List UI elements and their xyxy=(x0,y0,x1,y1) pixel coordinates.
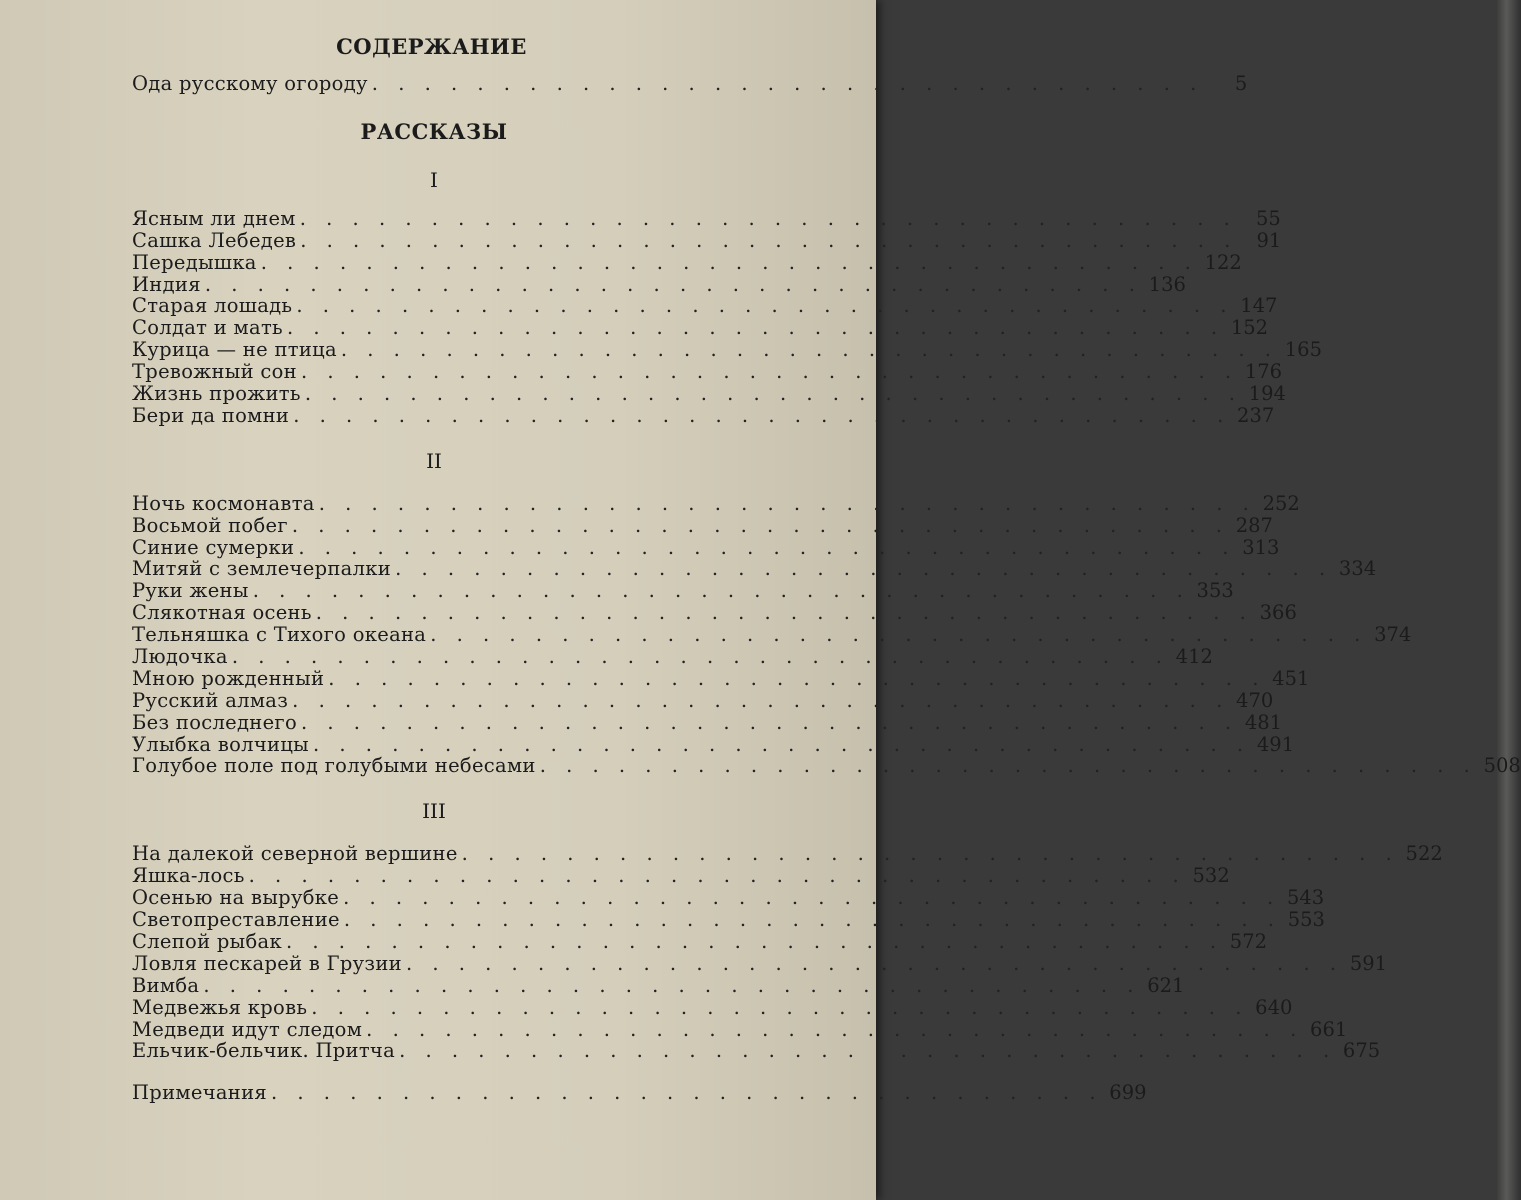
toc-entry xyxy=(132,951,1388,975)
entry-title: Людочка xyxy=(132,645,228,669)
contents-heading: СОДЕРЖАНИЕ xyxy=(336,34,527,59)
entry-title: Медведи идут следом xyxy=(132,1017,363,1041)
toc-entry xyxy=(132,403,1275,427)
entry-title: Курица — не птица xyxy=(132,338,337,362)
entry-title: Тревожный сон xyxy=(132,360,297,384)
entry-page: 572 xyxy=(1229,929,1268,953)
toc-entry xyxy=(132,601,1297,625)
toc-entry xyxy=(132,973,1185,997)
entry-title: Медвежья кровь xyxy=(132,995,308,1019)
toc-entry xyxy=(132,491,1300,515)
entry-page: 675 xyxy=(1342,1039,1381,1063)
toc-entry xyxy=(132,1017,1348,1041)
entry-title: Яшка-лось xyxy=(132,864,245,888)
toc-entry xyxy=(132,842,1443,866)
entry-page: 91 xyxy=(1256,228,1282,252)
dot-leader: . . . . . . . . . . . . . . . . . . . . . . . . . . . . . . . . . . . . xyxy=(292,688,1230,712)
entry-page: 481 xyxy=(1244,710,1283,734)
dot-leader: . . . . . . . . . . . . . . . . . . . . . . . . . . . . . . . . . . . . xyxy=(298,535,1236,559)
toc-entry xyxy=(132,294,1278,318)
entry-page: 366 xyxy=(1259,601,1297,625)
entry-title: Сашка Лебедев xyxy=(132,228,297,252)
toc-entry xyxy=(132,250,1242,274)
toc-entry xyxy=(132,908,1325,932)
dot-leader: . . . . . . . . . . . . . . . . . . . . . . . . . . . . . . . . . . . . xyxy=(296,294,1234,318)
entry-title: На далекой северной вершине xyxy=(132,842,458,866)
entry-page: 553 xyxy=(1287,908,1325,932)
toc-entry xyxy=(132,535,1280,559)
toc-entry xyxy=(132,732,1295,756)
toc-entry xyxy=(132,886,1325,910)
entry-page: 543 xyxy=(1286,886,1325,910)
entry-title: Слепой рыбак xyxy=(132,929,282,953)
dot-leader: . . . . . . . . . . . . . . . . . . . . . . . . . . . . . . . . . . . . xyxy=(311,995,1249,1019)
toc-entry xyxy=(132,579,1234,603)
dot-leader: . . . . . . . . . . . . . . . . . . . . . . . . . . . . . . . . . . . . xyxy=(301,710,1239,734)
entry-page: 661 xyxy=(1310,1017,1348,1041)
dot-leader: . . . . . . . . . . . . . . . . . . . . . . . . . . . . . . . . . . . . xyxy=(304,382,1242,406)
toc-entry xyxy=(132,754,1521,778)
part-list xyxy=(132,842,1443,1063)
entry-title: Руки жены xyxy=(132,579,249,603)
entry-title: Ловля пескарей в Грузии xyxy=(132,951,402,975)
entry-title: Ясным ли днем xyxy=(132,206,296,230)
dot-leader: . . . . . . . . . . . . . . . . . . . . . . . . . . . . . . . . . . . . xyxy=(231,645,1169,669)
toc-entry xyxy=(132,272,1186,296)
entry-title: Ода русскому огороду xyxy=(132,72,368,95)
entry-title: Мною рожденный xyxy=(132,666,325,690)
entry-title: Вимба xyxy=(132,973,200,997)
entry-title: Бери да помни xyxy=(132,403,290,427)
entry-title: Ельчик-бельчик. Притча xyxy=(132,1039,396,1063)
entry-title: Синие сумерки xyxy=(132,535,295,559)
entry-page: 237 xyxy=(1237,403,1275,427)
entry-page: 55 xyxy=(1256,206,1281,230)
part-numeral: I xyxy=(430,167,438,192)
entry-title: Осенью на вырубке xyxy=(132,886,340,910)
entry-title: Светопреставление xyxy=(132,908,340,932)
toc-entry xyxy=(132,228,1282,252)
dot-leader: . . . . . . . . . . . . . . . . . . . . . . . . . . . . . . . . . . . . xyxy=(405,951,1344,975)
dot-leader: . . . . . . . . . . . . . . . . . . . . . . . . . . . . . . . . . . . . xyxy=(313,732,1251,756)
entry-page: 287 xyxy=(1235,513,1273,537)
entry-title: Улыбка волчицы xyxy=(132,732,310,756)
entry-page: 640 xyxy=(1255,995,1293,1019)
entry-page: 136 xyxy=(1148,272,1186,296)
entry-page: 165 xyxy=(1284,338,1322,362)
entry-title: Восьмой побег xyxy=(132,513,288,537)
part-list xyxy=(132,206,1322,427)
dot-leader: . . . . . . . . . . . . . . . . . . . . . . . . . . . . . . . . . . . . xyxy=(539,754,1477,778)
dot-leader: . . . . . . . . . . . . . . . . . . . . . . . . . . . . . . . . . . . . xyxy=(248,864,1186,888)
entry-page: 374 xyxy=(1374,623,1412,647)
entry-title: Ночь космонавта xyxy=(132,491,315,515)
entry-title: Слякотная осень xyxy=(132,601,312,625)
entry-page: 591 xyxy=(1349,951,1388,975)
dot-leader: . . . . . . . . . . . . . . . . . . . . . . . . . . . . . . . . . . . . xyxy=(399,1039,1337,1063)
entry-page: 152 xyxy=(1230,316,1269,340)
toc-entry xyxy=(132,338,1322,362)
entry-title: Примечания xyxy=(132,1081,268,1105)
entry-page: 532 xyxy=(1192,864,1230,888)
entry-page: 491 xyxy=(1256,732,1295,756)
dot-leader: . . . . . . . . . . . . . . . . . . . . . . . . . . . . . . . . . . . . xyxy=(318,491,1256,515)
entry-page: 176 xyxy=(1244,360,1283,384)
part-numeral: III xyxy=(422,799,446,824)
entry-page: 699 xyxy=(1109,1081,1147,1105)
dot-leader: . . . . . . . . . . . . . . . . . . . . . . . . . . . . . . . . xyxy=(371,72,1204,95)
dot-leader: . . . . . . . . . . . . . . . . . . . . . . . . . . . . . . . . . . . . xyxy=(203,973,1141,997)
entry-title: Жизнь прожить xyxy=(132,382,301,406)
part-numeral: II xyxy=(426,448,442,473)
entry-page: 470 xyxy=(1236,688,1274,712)
entry-page: 313 xyxy=(1242,535,1280,559)
entry-page: 194 xyxy=(1248,382,1286,406)
entry-title: Русский алмаз xyxy=(132,688,289,712)
dot-leader: . . . . . . . . . . . . . . . . . . . . . . . . . . . . . . . . . . . . xyxy=(328,666,1266,690)
entry-page: 451 xyxy=(1272,666,1310,690)
dot-leader: . . . . . . . . . . . . . . . . . . . . . . . . . . . . . . . . . . . . xyxy=(343,908,1281,932)
dot-leader: . . . . . . . . . . . . . . . . . . . . . . . . . . . . . . . . . . . . xyxy=(300,360,1239,384)
dot-leader: . . . . . . . . . . . . . . . . . . . . . . . . . . . . . . . . . . . . xyxy=(315,601,1253,625)
dot-leader: . . . . . . . . . . . . . . . . . . . . . . . . . . . . . . . . . . . . xyxy=(395,557,1333,581)
dot-leader: . . . . . . . . . . . . . . . . . . . . . . . . . . . . . . . . . . . . xyxy=(293,403,1231,427)
entry-title: Без последнего xyxy=(132,710,297,734)
entry-page: 621 xyxy=(1147,973,1185,997)
dot-leader: . . . . . . . . . . . . . . . . . . . . . . . . . . . . . . . . . . . . xyxy=(300,228,1238,252)
toc-entry xyxy=(132,1039,1381,1063)
entry-page: 353 xyxy=(1196,579,1234,603)
dot-leader: . . . . . . . . . . . . . . . . . . . . . . . . . . . . . . . . . . . . xyxy=(366,1017,1304,1041)
toc-entry xyxy=(132,710,1283,734)
toc-entry xyxy=(132,557,1377,581)
dot-leader: . . . . . . . . . . . . . . . . . . . . . . . . . . . . . . . . . . . . xyxy=(285,929,1224,953)
entry-title: Индия xyxy=(132,272,201,296)
dot-leader: . . . . . . . . . . . . . . . . . . . . . . . . . . . . . . . . . . . . xyxy=(340,338,1278,362)
dot-leader: . . . . . . . . . . . . . . . . . . . . . . . . . . . . . . . . . . . . xyxy=(343,886,1281,910)
entry-title: Передышка xyxy=(132,250,257,274)
toc-entry xyxy=(132,360,1283,384)
entry-title: Солдат и мать xyxy=(132,316,283,340)
toc-entry xyxy=(132,513,1273,537)
entry-title: Старая лошадь xyxy=(132,294,293,318)
toc-entry xyxy=(132,623,1412,647)
entry-page: 334 xyxy=(1338,557,1377,581)
toc-entry xyxy=(132,929,1268,953)
table-of-contents xyxy=(132,34,1521,1105)
dot-leader: . . . . . . . . . . . . . . . . . . . . . . . . . . . . . . . . . . . . xyxy=(291,513,1229,537)
toc-entry xyxy=(132,206,1281,230)
toc-entry xyxy=(132,688,1274,712)
toc-entry xyxy=(132,666,1310,690)
toc-entry xyxy=(132,382,1286,406)
dot-leader: . . . . . . . . . . . . . . . . . . . . . . . . . . . . . . . . xyxy=(271,1081,1103,1105)
toc-entry-notes xyxy=(132,1081,1147,1105)
entry-page: 5 xyxy=(1234,72,1248,95)
dot-leader: . . . . . . . . . . . . . . . . . . . . . . . . . . . . . . . . . . . . xyxy=(260,250,1198,274)
entry-title: Тельняшка с Тихого океана xyxy=(132,623,427,647)
dot-leader: . . . . . . . . . . . . . . . . . . . . . . . . . . . . . . . . . . . . xyxy=(430,623,1368,647)
entry-page: 252 xyxy=(1262,491,1300,515)
toc-entry xyxy=(132,864,1230,888)
section-heading: РАССКАЗЫ xyxy=(360,118,508,144)
entry-page: 508 xyxy=(1483,754,1521,778)
entry-title: Митяй с землечерпалки xyxy=(132,557,392,581)
entry-page: 147 xyxy=(1240,294,1278,318)
toc-entry xyxy=(132,316,1269,340)
entry-page: 122 xyxy=(1204,250,1242,274)
toc-entry xyxy=(132,645,1213,669)
dot-leader: . . . . . . . . . . . . . . . . . . . . . . . . . . . . . . . . . . . . xyxy=(252,579,1190,603)
part-list xyxy=(132,491,1521,778)
entry-page: 522 xyxy=(1405,842,1443,866)
dot-leader: . . . . . . . . . . . . . . . . . . . . . . . . . . . . . . . . . . . . xyxy=(461,842,1399,866)
dot-leader: . . . . . . . . . . . . . . . . . . . . . . . . . . . . . . . . . . . . xyxy=(204,272,1142,296)
toc-entry xyxy=(132,995,1293,1019)
entry-title: Голубое поле под голубыми небесами xyxy=(132,754,536,778)
book-edge xyxy=(1497,0,1521,1200)
entry-page: 412 xyxy=(1175,645,1213,669)
toc-entry-intro xyxy=(132,72,1248,95)
dot-leader: . . . . . . . . . . . . . . . . . . . . . . . . . . . . . . . . . . . . xyxy=(286,316,1225,340)
dot-leader: . . . . . . . . . . . . . . . . . . . . . . . . . . . . . . . . . . . . xyxy=(299,206,1237,230)
